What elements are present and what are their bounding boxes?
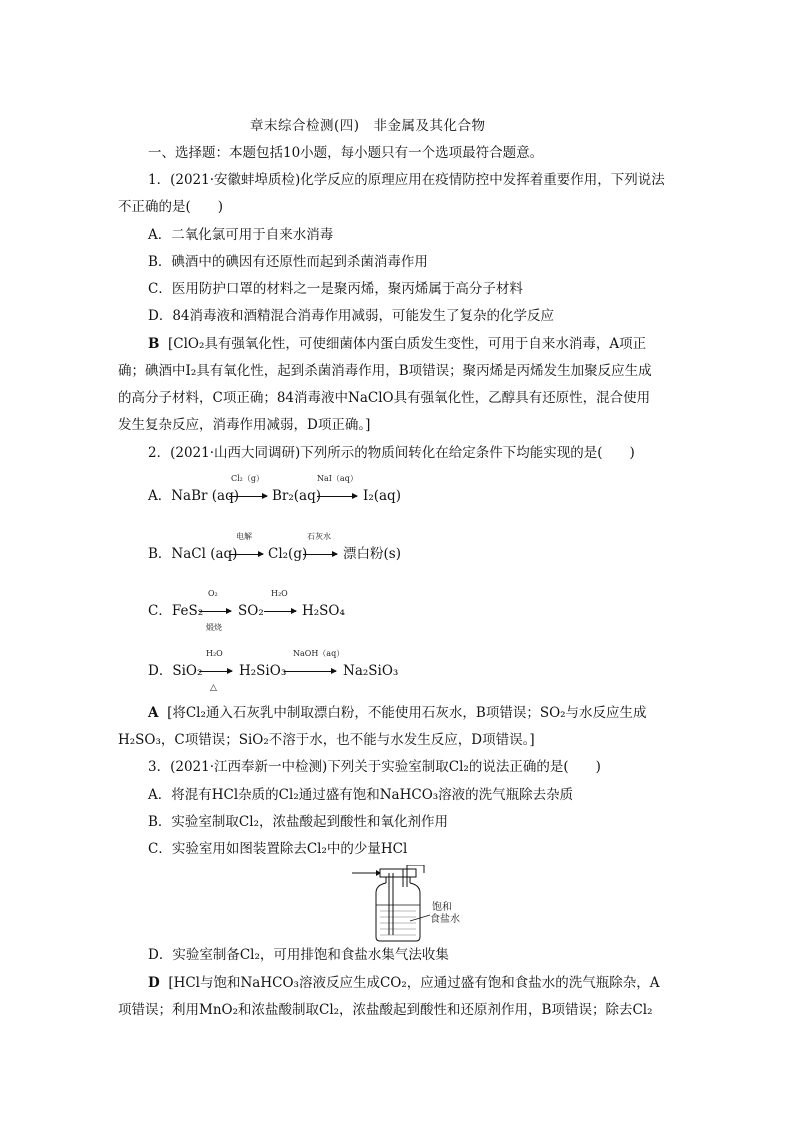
section-heading: 一、选择题：本题包括10小题，每小题只有一个选项最符合题意。 — [148, 145, 544, 161]
q3-fig-label1: 饱和 — [432, 902, 452, 913]
q2-c-mid: SO₂ — [238, 603, 264, 619]
q2-c-cond2: H₂O — [271, 589, 288, 598]
q2-b-cond1: 电解 — [236, 532, 252, 541]
q1-explanation-line2: 确；碘酒中I₂具有氧化性，起到杀菌消毒作用，B项错误；聚丙烯是丙烯发生加聚反应生成 — [118, 363, 652, 379]
q2-c-start: C．FeS₂ — [148, 603, 204, 619]
q3-explanation-line1 — [148, 974, 660, 992]
q3-figure — [352, 865, 462, 943]
q1-exp-text1: [ClO₂具有强氧化性，可使细菌体内蛋白质发生变性，可用于自来水消毒，A项正 — [168, 336, 647, 352]
q2-b-arrow1 — [229, 554, 263, 555]
q1-explanation-line1 — [148, 335, 646, 353]
q2-c-cond1: O₂ — [208, 589, 218, 598]
q1-stem-line2: 不正确的是( ) — [118, 199, 224, 215]
q2-d-cond2: NaOH（aq） — [293, 649, 345, 658]
q2-b-start: B．NaCl (aq) — [148, 546, 238, 562]
q2-d-cond1: H₂O — [206, 649, 223, 658]
q2-exp-text1: [将Cl₂通入石灰乳中制取漂白粉，不能使用石灰水，B项错误；SO₂与水反应生成 — [167, 705, 647, 721]
q2-a-mid: Br₂(aq) — [272, 488, 322, 504]
q2-c-arrow2 — [264, 611, 296, 612]
q2-a-start: A．NaBr (aq) — [148, 488, 239, 504]
q2-explanation-line1 — [148, 704, 647, 722]
q2-a-cond1: Cl₂（g） — [231, 474, 265, 483]
q3-explanation-line2: 项错误；利用MnO₂和浓盐酸制取Cl₂，浓盐酸起到酸性和还原剂作用，B项错误；除去Cl₂ — [118, 1002, 653, 1018]
q2-a-cond2: NaI（aq） — [317, 474, 358, 483]
q3-fig-label2: 食盐水 — [430, 914, 460, 925]
q2-c-arrow1 — [199, 611, 231, 612]
q2-answer: A — [148, 705, 159, 721]
q2-a-arrow2 — [317, 496, 357, 497]
page-title: 章末综合检测(四) 非金属及其化合物 — [250, 118, 486, 134]
q1-option-d: D．84消毒液和酒精混合消毒作用减弱，可能发生了复杂的化学反应 — [148, 308, 555, 324]
q2-d-end: Na₂SiO₃ — [343, 663, 399, 679]
q2-b-end: 漂白粉(s) — [343, 546, 401, 562]
q1-explanation-line3: 的高分子材料，C项正确；84消毒液中NaClO具有强氧化性，乙醇具有还原性，混合使用 — [118, 390, 651, 406]
q2-b-mid: Cl₂(g) — [268, 546, 308, 562]
q2-stem: 2．(2021·山西大同调研)下列所示的物质间转化在给定条件下均能实现的是( ) — [148, 445, 635, 461]
q1-answer: B — [148, 336, 160, 352]
q3-exp-text1: [HCl与饱和NaHCO₃溶液反应生成CO₂，应通过盛有饱和食盐水的洗气瓶除杂，A — [168, 975, 660, 991]
q3-answer: D — [148, 975, 160, 991]
q2-d-start: D．SiO₂ — [148, 663, 203, 679]
q3-stem: 3．(2021·江西奉新一中检测)下列关于实验室制取Cl₂的说法正确的是( ) — [148, 759, 601, 775]
q2-d-arrow1 — [199, 671, 232, 672]
q2-b-cond2: 石灰水 — [307, 532, 331, 541]
q2-a-arrow1 — [229, 496, 267, 497]
q2-d-arrow2 — [284, 671, 336, 672]
q2-a-end: I₂(aq) — [363, 488, 401, 504]
q1-option-a: A．二氧化氯可用于自来水消毒 — [148, 227, 334, 243]
q2-b-arrow2 — [303, 554, 337, 555]
q3-option-c: C．实验室用如图装置除去Cl₂中的少量HCl — [148, 841, 408, 857]
q3-option-b: B．实验室制取Cl₂，浓盐酸起到酸性和氧化剂作用 — [148, 814, 448, 830]
q2-d-mid: H₂SiO₃ — [239, 663, 287, 679]
q2-explanation-line2: H₂SO₃，C项错误；SiO₂不溶于水，也不能与水发生反应，D项错误。] — [118, 732, 535, 748]
q2-c-cond1b: 煅烧 — [206, 623, 222, 632]
q3-option-d: D．实验室制备Cl₂，可用排饱和食盐水集气法收集 — [148, 947, 449, 963]
q2-d-cond1b: △ — [210, 683, 217, 693]
q1-explanation-line4: 发生复杂反应，消毒作用减弱，D项正确。] — [118, 417, 371, 433]
q3-option-a: A．将混有HCl杂质的Cl₂通过盛有饱和NaHCO₃溶液的洗气瓶除去杂质 — [148, 787, 574, 803]
q1-option-c: C．医用防护口罩的材料之一是聚丙烯，聚丙烯属于高分子材料 — [148, 281, 523, 297]
q1-option-b: B．碘酒中的碘因有还原性而起到杀菌消毒作用 — [148, 254, 428, 270]
q2-c-end: H₂SO₄ — [302, 603, 345, 619]
q1-stem-line1: 1．(2021·安徽蚌埠质检)化学反应的原理应用在疫情防控中发挥着重要作用，下列说法 — [148, 172, 665, 188]
